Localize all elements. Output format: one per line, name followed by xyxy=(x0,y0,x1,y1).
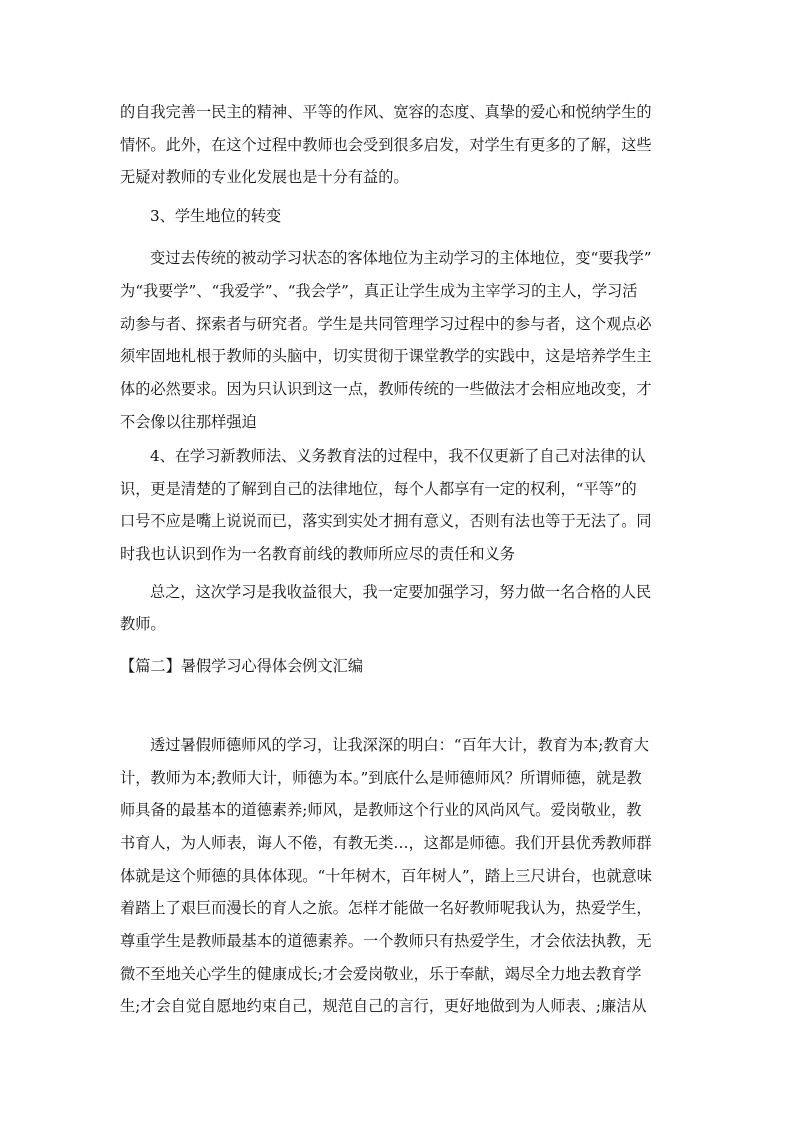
paragraph-line: 变过去传统的被动学习状态的客体地位为主动学习的主体地位，变“要我学” xyxy=(150,249,652,267)
paragraph-line: 体的必然要求。因为只认识到这一点，教师传统的一些做法才会相应地改变，才 xyxy=(120,380,652,398)
paragraph-line: 不会像以往那样强迫 xyxy=(120,413,257,431)
paragraph-line: 4、在学习新教师法、义务教育法的过程中，我不仅更新了自己对法律的认 xyxy=(150,447,646,465)
paragraph-line: 体就是这个师德的具体体现。“十年树木，百年树人”，踏上三尺讲台，也就意味 xyxy=(120,867,652,885)
paragraph-line: 微不至地关心学生的健康成长;才会爱岗敬业，乐于奉献，竭尽全力地去教育学 xyxy=(120,965,642,983)
paragraph-line: 无疑对教师的专业化发展也是十分有益的。 xyxy=(120,168,409,186)
paragraph-line: 须牢固地札根于教师的头脑中，切实贯彻于课堂教学的实践中，这是培养学生主 xyxy=(120,347,652,365)
section-title: 【篇二】暑假学习心得体会例文汇编 xyxy=(120,657,363,675)
paragraph-line: 生;才会自觉自愿地约束自己，规范自己的言行，更好地做到为人师表、;廉洁从 xyxy=(120,997,647,1015)
paragraph-line: 透过暑假师德师风的学习，让我深深的明白：“百年大计，教育为本;教育大 xyxy=(150,736,649,754)
paragraph-line: 口号不应是嘴上说说而已，落实到实处才拥有意义，否则有法也等于无法了。同 xyxy=(120,512,652,530)
paragraph-line: 总之，这次学习是我收益很大，我一定要加强学习，努力做一名合格的人民 xyxy=(150,583,652,601)
paragraph-line: 动参与者、探索者与研究者。学生是共同管理学习过程中的参与者，这个观点必 xyxy=(120,315,652,333)
paragraph-line: 尊重学生是教师最基本的道德素养。一个教师只有热爱学生，才会依法执教，无 xyxy=(120,932,652,950)
paragraph-line: 的自我完善一民主的精神、平等的作风、宽容的态度、真挚的爱心和悦纳学生的 xyxy=(120,103,652,121)
paragraph-line: 情怀。此外，在这个过程中教师也会受到很多启发，对学生有更多的了解，这些 xyxy=(120,136,652,154)
paragraph-line: 时我也认识到作为一名教育前线的教师所应尽的责任和义务 xyxy=(120,545,515,563)
paragraph-line: 师具备的最基本的道德素养;师风，是教师这个行业的风尚风气。爱岗敬业，教 xyxy=(120,801,642,819)
paragraph-line: 为“我要学”、“我爱学”、“我会学”，真正让学生成为主宰学习的主人，学习活 xyxy=(120,282,638,300)
paragraph-line: 着踏上了艰巨而漫长的育人之旅。怎样才能做一名好教师呢我认为，热爱学生， xyxy=(120,899,652,917)
paragraph-line: 计，教师为本;教师大计，师德为本。”到底什么是师德师风？所谓师德，就是教 xyxy=(120,769,642,787)
paragraph-line: 教师。 xyxy=(120,615,166,633)
paragraph-line: 书育人，为人师表，诲人不倦，有教无类…，这都是师德。我们开县优秀教师群 xyxy=(120,834,652,852)
paragraph-line: 识，更是清楚的了解到自己的法律地位，每个人都享有一定的权利，“平等”的 xyxy=(120,480,637,498)
section-heading: 3、学生地位的转变 xyxy=(150,207,282,225)
